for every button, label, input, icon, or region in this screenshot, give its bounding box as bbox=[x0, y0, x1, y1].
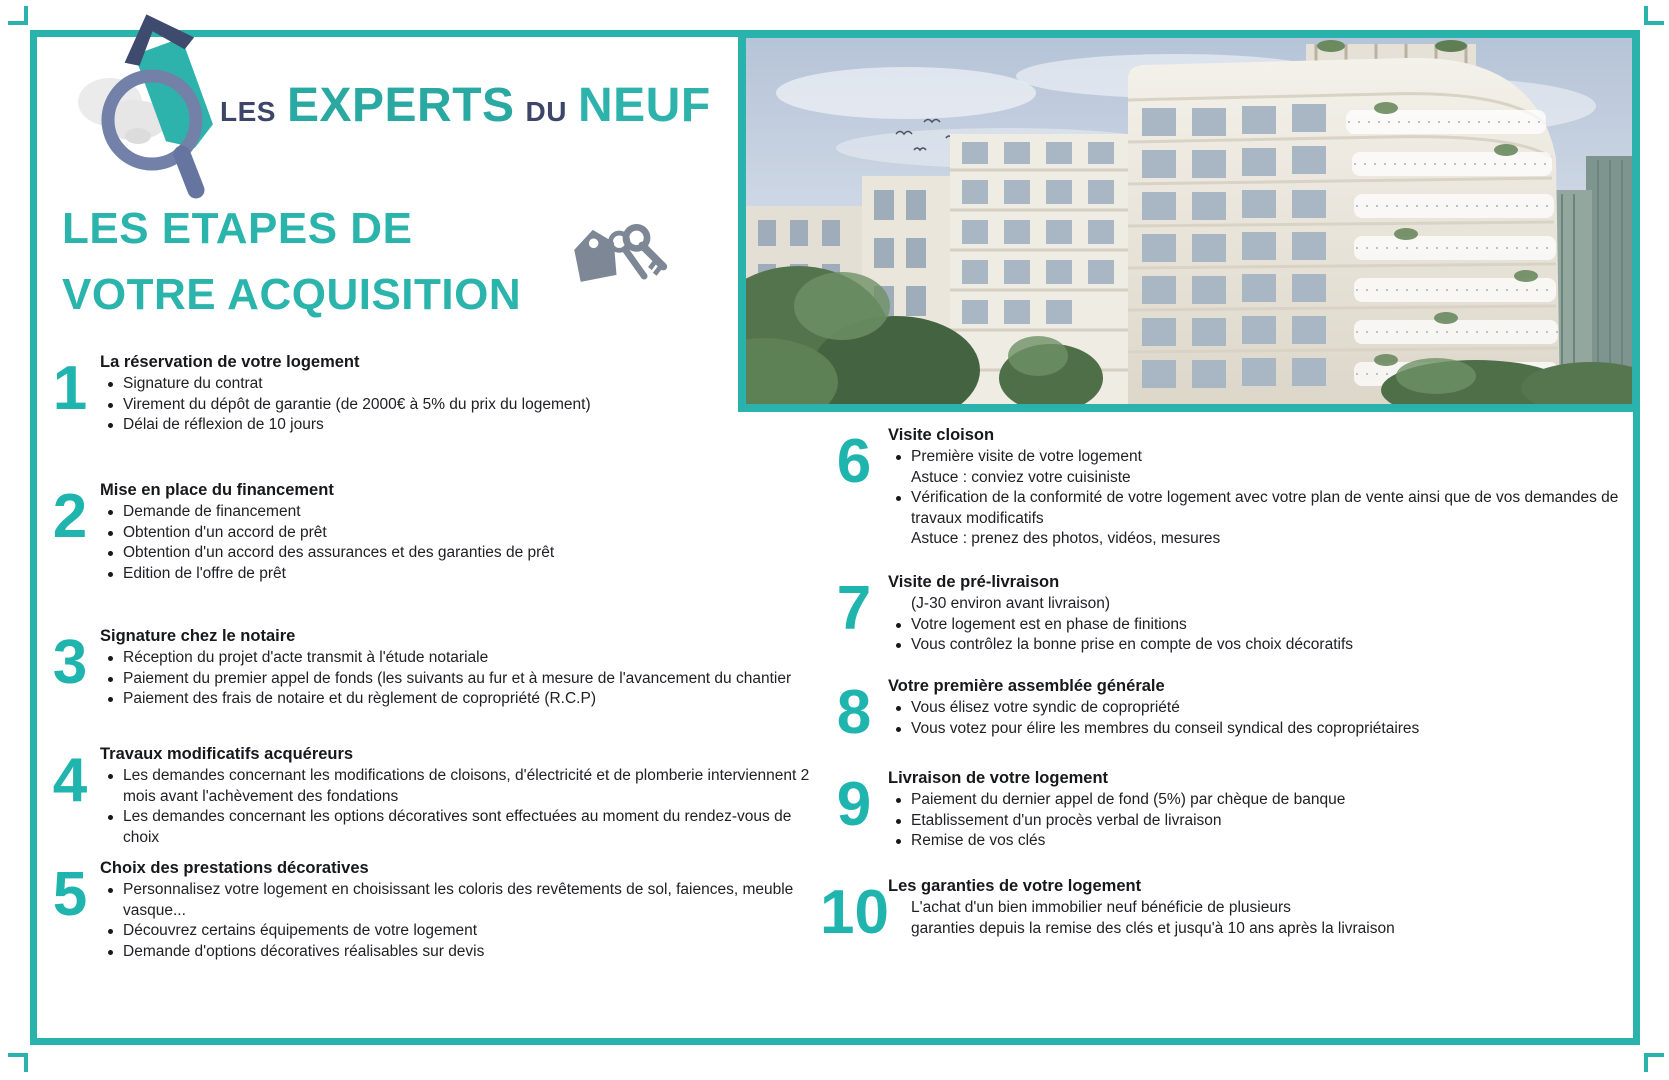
list-item bbox=[100, 374, 812, 395]
list-item-text: Paiement du premier appel de fonds (les suivants au fur et à mesure de l'avancement du chantier bbox=[123, 669, 792, 687]
list-item bbox=[888, 919, 1628, 940]
step-7-items bbox=[888, 594, 1628, 656]
list-item bbox=[888, 594, 1628, 615]
step-7 bbox=[820, 572, 1628, 656]
step-3-items bbox=[100, 648, 812, 710]
bullet-dot bbox=[108, 950, 113, 955]
list-item-text: Découvrez certains équipements de votre logement bbox=[123, 922, 478, 939]
step-1-number: 1 bbox=[52, 354, 88, 423]
list-item bbox=[888, 447, 1628, 468]
bullet-dot bbox=[108, 815, 113, 820]
list-item bbox=[888, 790, 1628, 811]
list-item-text: Signature du contrat bbox=[123, 375, 263, 392]
bullet-dot bbox=[108, 382, 113, 387]
list-item-text: Les demandes concernant les modifications de cloisons, d'électricité et de plomberie interviennent 2 mois avant l'achèvement des fondations bbox=[123, 767, 810, 805]
logo bbox=[76, 2, 228, 200]
corner-mark-bottom-right bbox=[1644, 1053, 1664, 1072]
list-item-text: Demande de financement bbox=[123, 503, 301, 520]
step-10 bbox=[820, 876, 1628, 947]
step-2-items bbox=[100, 502, 812, 584]
list-item bbox=[100, 395, 812, 416]
step-6-number: 6 bbox=[836, 427, 872, 496]
step-5-items bbox=[100, 880, 812, 962]
bullet-dot bbox=[896, 643, 901, 648]
step-1-heading: La réservation de votre logement bbox=[100, 353, 360, 371]
step-3-heading: Signature chez le notaire bbox=[100, 627, 296, 645]
list-item bbox=[100, 415, 812, 436]
bullet-dot bbox=[108, 656, 113, 661]
list-item-text: Edition de l'offre de prêt bbox=[123, 564, 286, 582]
step-2-number: 2 bbox=[52, 482, 88, 551]
list-item bbox=[100, 689, 812, 710]
list-item-text: Vous élisez votre syndic de copropriété bbox=[911, 699, 1180, 716]
bullet-dot bbox=[896, 706, 901, 711]
list-item bbox=[888, 698, 1628, 719]
list-item-text: (J-30 environ avant livraison) bbox=[911, 595, 1111, 612]
list-item-text: Demande d'options décoratives réalisables sur devis bbox=[123, 942, 485, 960]
step-4-number: 4 bbox=[52, 746, 88, 815]
step-8-number: 8 bbox=[836, 678, 872, 747]
page-title bbox=[62, 196, 521, 328]
step-8-items bbox=[888, 698, 1628, 739]
list-item bbox=[888, 488, 1628, 529]
list-item bbox=[100, 766, 812, 807]
page-title-line1: LES ETAPES DE bbox=[62, 204, 413, 253]
step-4-heading: Travaux modificatifs acquéreurs bbox=[100, 745, 354, 763]
list-item-text: Virement du dépôt de garantie (de 2000€ à 5% du prix du logement) bbox=[123, 395, 591, 413]
step-9-items bbox=[888, 790, 1628, 852]
list-item-text: Paiement du dernier appel de fond (5%) par chèque de banque bbox=[911, 791, 1346, 808]
step-4 bbox=[40, 744, 812, 848]
corner-mark-top-right bbox=[1644, 6, 1664, 25]
bullet-dot bbox=[896, 727, 901, 732]
list-item bbox=[100, 523, 812, 544]
corner-mark-top-left bbox=[8, 6, 28, 25]
bullet-dot bbox=[108, 888, 113, 893]
list-item-text: Remise de vos clés bbox=[911, 832, 1046, 849]
list-item-text: Première visite de votre logement bbox=[911, 448, 1142, 465]
list-item bbox=[888, 811, 1628, 832]
bullet-dot bbox=[896, 455, 901, 460]
step-6-heading: Visite cloison bbox=[888, 426, 995, 444]
list-item-text: Votre logement est en phase de finitions bbox=[911, 615, 1187, 633]
bullet-dot bbox=[108, 677, 113, 682]
list-item-text: L'achat d'un bien immobilier neuf bénéficie de plusieurs bbox=[911, 899, 1291, 916]
step-9-heading: Livraison de votre logement bbox=[888, 769, 1109, 787]
bullet-dot bbox=[108, 929, 113, 934]
step-3 bbox=[40, 626, 812, 710]
bullet-dot bbox=[108, 697, 113, 702]
list-item bbox=[888, 719, 1628, 740]
bullet-dot bbox=[896, 496, 901, 501]
bullet-dot bbox=[896, 798, 901, 803]
list-item-text: Réception du projet d'acte transmit à l'étude notariale bbox=[123, 649, 489, 666]
list-item bbox=[100, 807, 812, 848]
list-item-text: Astuce : conviez votre cuisiniste bbox=[911, 468, 1131, 486]
step-9 bbox=[820, 768, 1628, 852]
step-5-number: 5 bbox=[52, 860, 88, 929]
bullet-dot bbox=[108, 551, 113, 556]
step-5 bbox=[40, 858, 812, 962]
bullet-dot bbox=[108, 423, 113, 428]
corner-mark-bottom-left bbox=[8, 1053, 28, 1072]
bullet-dot bbox=[108, 774, 113, 779]
logo-wordmark bbox=[220, 78, 711, 133]
list-item-text: Obtention d'un accord de prêt bbox=[123, 523, 327, 541]
bullet-dot bbox=[896, 623, 901, 628]
list-item bbox=[888, 615, 1628, 636]
building-illustration bbox=[746, 38, 1632, 404]
list-item-text: Délai de réflexion de 10 jours bbox=[123, 416, 324, 433]
bullet-dot bbox=[108, 510, 113, 515]
list-item bbox=[888, 831, 1628, 852]
step-9-number: 9 bbox=[836, 770, 872, 839]
step-8 bbox=[820, 676, 1628, 747]
bullet-dot bbox=[896, 839, 901, 844]
building-photo bbox=[738, 30, 1640, 412]
list-item-text: Les demandes concernant les options décoratives sont effectuées au moment du rendez-vous de choix bbox=[123, 808, 792, 846]
list-item bbox=[100, 880, 812, 921]
step-10-number: 10 bbox=[820, 878, 889, 947]
house-keys-icon bbox=[556, 218, 671, 301]
list-item-text: Vérification de la conformité de votre logement avec votre plan de vente ainsi que de vos demandes de travaux modificatifs bbox=[911, 489, 1619, 527]
step-8-heading: Votre première assemblée générale bbox=[888, 677, 1165, 695]
step-2-heading: Mise en place du financement bbox=[100, 481, 334, 499]
step-6 bbox=[820, 425, 1628, 550]
list-item-text: Personnalisez votre logement en choisissant les coloris des revêtements de sol, faiences, meuble vasque... bbox=[123, 881, 794, 919]
step-4-items bbox=[100, 766, 812, 848]
step-10-items bbox=[888, 898, 1628, 939]
list-item bbox=[100, 942, 812, 963]
step-10-heading: Les garanties de votre logement bbox=[888, 877, 1142, 895]
page-title-line2: VOTRE ACQUISITION bbox=[62, 270, 522, 319]
list-item bbox=[100, 564, 812, 585]
list-item bbox=[100, 502, 812, 523]
step-2 bbox=[40, 480, 812, 584]
bullet-dot bbox=[896, 819, 901, 824]
bullet-dot bbox=[108, 572, 113, 577]
list-item bbox=[100, 921, 812, 942]
step-5-heading: Choix des prestations décoratives bbox=[100, 859, 369, 877]
list-item bbox=[100, 669, 812, 690]
logo-house-magnifier-icon bbox=[76, 2, 228, 200]
list-item-text: Vous contrôlez la bonne prise en compte de vos choix décoratifs bbox=[911, 636, 1354, 653]
step-1 bbox=[40, 352, 812, 436]
logo-word-neuf: NEUF bbox=[577, 79, 711, 132]
list-item bbox=[888, 898, 1628, 919]
step-1-items bbox=[100, 374, 812, 436]
list-item-text: garanties depuis la remise des clés et jusqu'à 10 ans après la livraison bbox=[911, 919, 1395, 937]
step-7-heading: Visite de pré-livraison bbox=[888, 573, 1060, 591]
list-item bbox=[100, 543, 812, 564]
logo-word-du: DU bbox=[525, 96, 567, 127]
list-item bbox=[100, 648, 812, 669]
step-7-number: 7 bbox=[836, 574, 872, 643]
list-item bbox=[888, 468, 1628, 489]
list-item-text: Etablissement d'un procès verbal de livraison bbox=[911, 811, 1222, 829]
list-item-text: Obtention d'un accord des assurances et des garanties de prêt bbox=[123, 544, 555, 561]
bullet-dot bbox=[108, 403, 113, 408]
step-3-number: 3 bbox=[52, 628, 88, 697]
list-item-text: Astuce : prenez des photos, vidéos, mesures bbox=[911, 530, 1221, 547]
step-6-items bbox=[888, 447, 1628, 550]
logo-word-experts: EXPERTS bbox=[286, 79, 515, 132]
list-item bbox=[888, 635, 1628, 656]
list-item bbox=[888, 529, 1628, 550]
list-item-text: Paiement des frais de notaire et du règlement de copropriété (R.C.P) bbox=[123, 690, 596, 707]
logo-word-les: LES bbox=[220, 96, 276, 127]
bullet-dot bbox=[108, 531, 113, 536]
list-item-text: Vous votez pour élire les membres du conseil syndical des copropriétaires bbox=[911, 719, 1420, 737]
